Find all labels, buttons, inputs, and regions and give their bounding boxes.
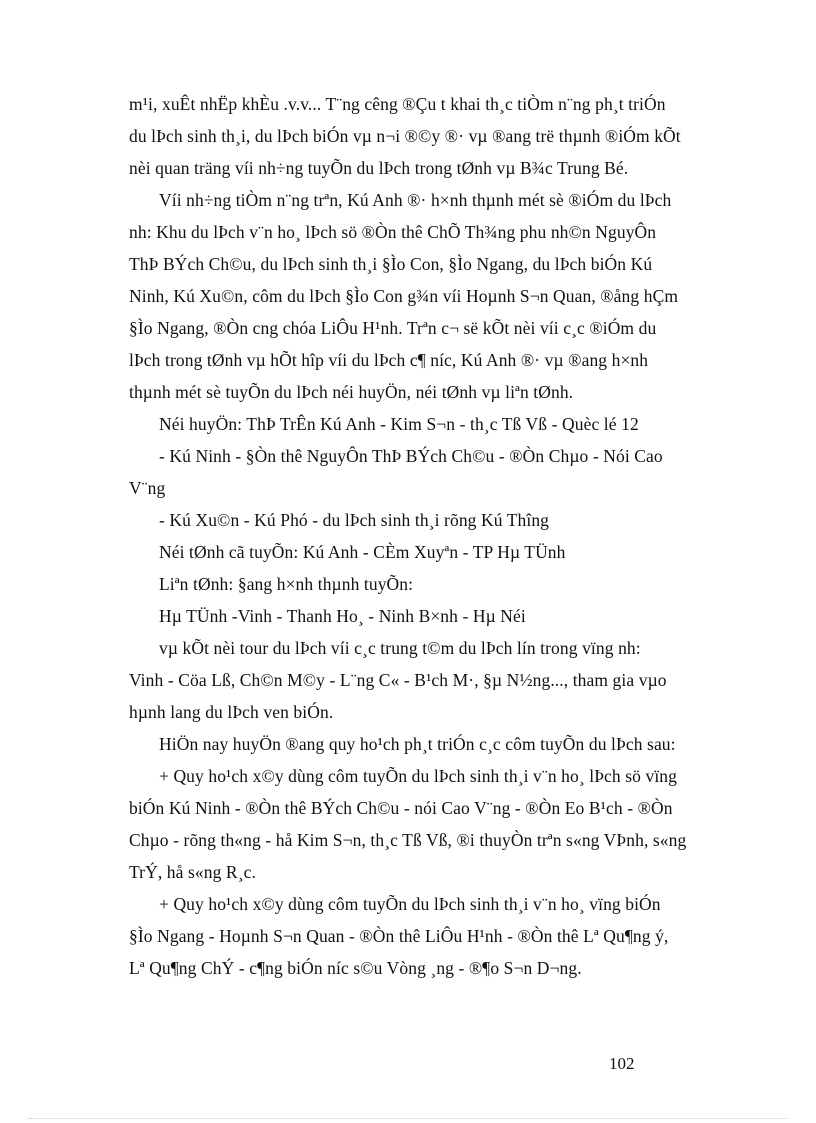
text-line: nh: Khu du lÞch v¨n ho¸ lÞch sö ®Òn thê ChÕ Th¾ng phu nh©n NguyÔn <box>129 222 657 242</box>
text-line: hµnh lang du lÞch ven biÓn. <box>129 702 334 722</box>
text-line: §Ìo Ngang - Hoµnh S¬n Quan - ®Òn thê LiÔu H¹nh - ®Òn thê Lª Qu¶ng ý, <box>129 926 669 946</box>
text-line: Vinh - Cöa Lß, Ch©n M©y - L¨ng C« - B¹ch M·, §µ N½ng..., tham gia vµo <box>129 670 667 690</box>
text-line: HiÖn nay huyÖn ®ang quy ho¹ch ph¸t triÓn c¸c côm tuyÕn du lÞch sau: <box>159 734 676 754</box>
text-line: nèi quan träng víi nh÷ng tuyÕn du lÞch trong tØnh vµ B¾c Trung Bé. <box>129 158 629 178</box>
text-line: du lÞch sinh th¸i, du lÞch biÓn vµ n¬i ®©y ®· vµ ®ang trë thµnh ®iÓm kÕt <box>129 126 681 146</box>
text-line: §Ìo Ngang, ®Òn cng chóa LiÔu H¹nh. Trªn c¬ së kÕt nèi víi c¸c ®iÓm du <box>129 318 657 338</box>
text-line: vµ kÕt nèi tour du lÞch víi c¸c trung t©m du lÞch lín trong vïng nh: <box>159 638 641 658</box>
footer-rule <box>28 1118 788 1119</box>
text-line: Lª Qu¶ng ChÝ - c¶ng biÓn níc s©u Vòng ¸ng - ®¶o S¬n D¬ng. <box>129 958 582 978</box>
text-line: ThÞ BÝch Ch©u, du lÞch sinh th¸i §Ìo Con, §Ìo Ngang, du lÞch biÓn Kú <box>129 254 653 274</box>
text-line: V¨ng <box>129 478 166 498</box>
text-line: biÓn Kú Ninh - ®Òn thê BÝch Ch©u - nói Cao V¨ng - ®Òn Eo B¹ch - ®Òn <box>129 798 673 818</box>
text-line: Néi tØnh cã tuyÕn: Kú Anh - CÈm Xuyªn - TP Hµ TÜnh <box>159 542 566 562</box>
body-text <box>129 88 729 984</box>
text-line: Liªn tØnh: §ang h×nh thµnh tuyÕn: <box>159 574 414 594</box>
text-line: Chµo - rõng th«ng - hå Kim S¬n, th¸c Tß Vß, ®i thuyÒn trªn s«ng VÞnh, s«ng <box>129 830 687 850</box>
text-line: - Kú Xu©n - Kú Phó - du lÞch sinh th¸i rõng Kú Thîng <box>159 510 550 530</box>
text-line: + Quy ho¹ch x©y dùng côm tuyÕn du lÞch sinh th¸i v¨n ho¸ lÞch sö vïng <box>159 766 677 786</box>
page-number: 102 <box>609 1054 635 1073</box>
text-line: lÞch trong tØnh vµ hÕt hîp víi du lÞch c¶ níc, Kú Anh ®· vµ ®ang h×nh <box>129 350 649 370</box>
text-line: + Quy ho¹ch x©y dùng côm tuyÕn du lÞch sinh th¸i v¨n ho¸ vïng biÓn <box>159 894 661 914</box>
text-line: m¹i, xuÊt nhËp khÈu .v.v... T¨ng cêng ®Çu t khai th¸c tiÒm n¨ng ph¸t triÓn <box>129 94 666 114</box>
text-line: Ninh, Kú Xu©n, côm du lÞch §Ìo Con g¾n víi Hoµnh S¬n Quan, ®ång hÇm <box>129 286 679 306</box>
text-line: thµnh mét sè tuyÕn du lÞch néi huyÖn, néi tØnh vµ liªn tØnh. <box>129 382 574 402</box>
text-line: Hµ TÜnh -Vinh - Thanh Ho¸ - Ninh B×nh - Hµ Néi <box>159 606 526 626</box>
text-line: TrÝ, hå s«ng R¸c. <box>129 862 256 882</box>
text-line: Víi nh÷ng tiÒm n¨ng trªn, Kú Anh ®· h×nh thµnh mét sè ®iÓm du lÞch <box>159 190 672 210</box>
text-line: - Kú Ninh - §Òn thê NguyÔn ThÞ BÝch Ch©u - ®Òn Chµo - Nói Cao <box>159 446 663 466</box>
text-line: Néi huyÖn: ThÞ TrÊn Kú Anh - Kim S¬n - th¸c Tß Vß - Quèc lé 12 <box>159 414 639 434</box>
